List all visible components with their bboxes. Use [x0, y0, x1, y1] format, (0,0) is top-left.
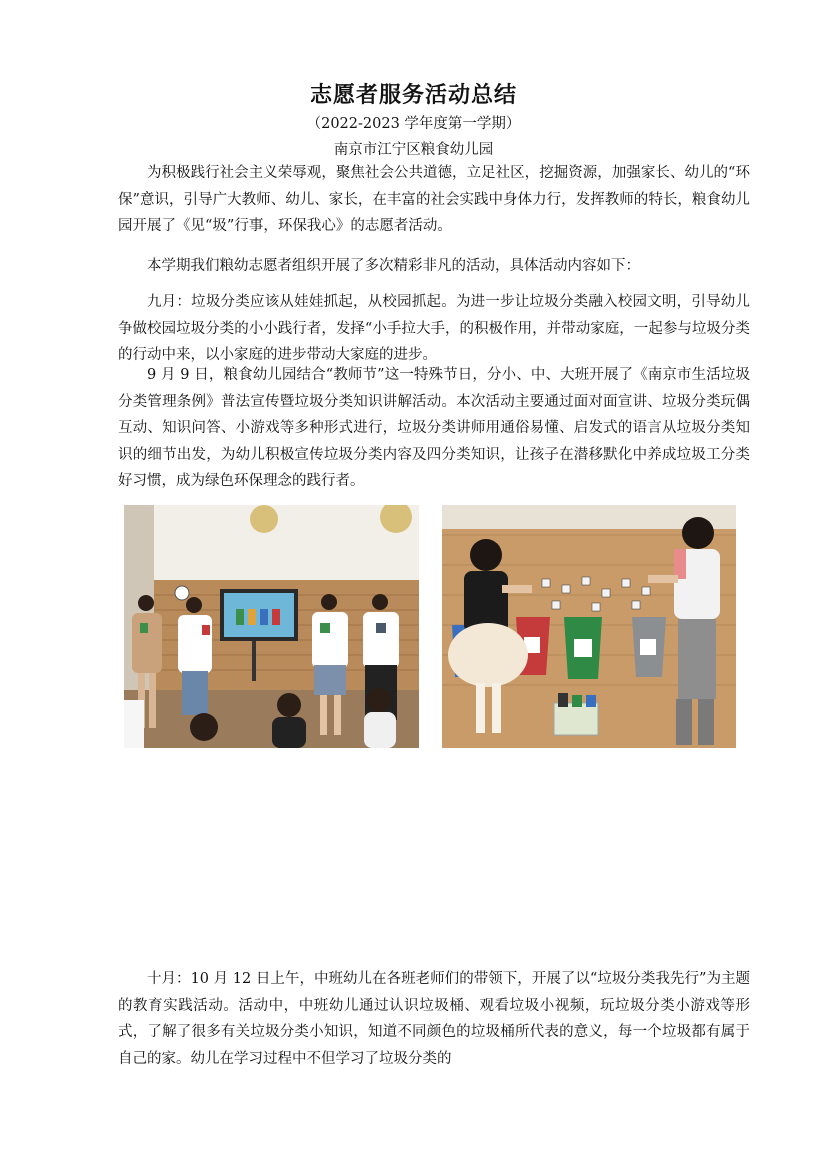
document-title: 志愿者服务活动总结 — [309, 83, 517, 108]
photo-children-sorting — [442, 505, 736, 748]
paragraph-september: 九月：垃圾分类应该从娃娃抓起，从校园抓起。为进一步让垃圾分类融入校园文明，引导幼儿争做校园垃圾分类的小小践行者，发择“小手拉大手，的积极作用，并带动家庭，一起参与垃圾分类的行动中来，以小家庭的进步带动大家庭的进步。 — [118, 294, 750, 363]
organization-name: 南京市江宁区粮食幼儿园 — [333, 142, 494, 158]
paragraph-intro: 为积极践行社会主义荣辱观，聚焦社会公共道德，立足社区，挖掘资源，加强家长、幼儿的“环保”意识，引导广大教师、幼儿、家长，在丰富的社会实践中身体力行，发挥教师的特长，粮食幼儿园开展了《见“圾”行事，环保我心》的志愿者活动。 — [118, 165, 750, 234]
photo-teachers-presenting — [124, 505, 419, 748]
paragraph-october: 十月：10 月 12 日上午，中班幼儿在各班老师们的带领下，开展了以“垃圾分类我先行”为主题的教育实践活动。活动中，中班幼儿通过认识垃圾桶、观看垃圾小视频，玩垃圾分类小游戏等形式，了解了很多有关垃圾分类小知识，知道不同颜色的垃圾桶所代表的意义，每一个垃圾都有属于自己的家。幼儿在学习过程中不但学习了垃圾分类的 — [118, 971, 750, 1067]
document-subtitle: （2022-2023 学年度第一学期） — [306, 116, 521, 132]
paragraph-september-detail: 9 月 9 日，粮食幼儿园结合“教师节”这一特殊节日，分小、中、大班开展了《南京市生活垃圾分类管理条例》普法宣传暨垃圾分类知识讲解活动。本次活动主要通过面对面宣讲、垃圾分类玩偶互动、知识问答、小游戏等多种形式进行，垃圾分类讲师用通俗易懂、启发式的语言从垃圾分类知识的细节出发，为幼儿积极宣传垃圾分类内容及四分类知识，让孩子在潜移默化中养成垃圾工分类好习惯，成为绿色环保理念的践行者。 — [118, 367, 750, 489]
paragraph-overview: 本学期我们粮幼志愿者组织开展了多次精彩非凡的活动，具体活动内容如下： — [147, 258, 640, 274]
